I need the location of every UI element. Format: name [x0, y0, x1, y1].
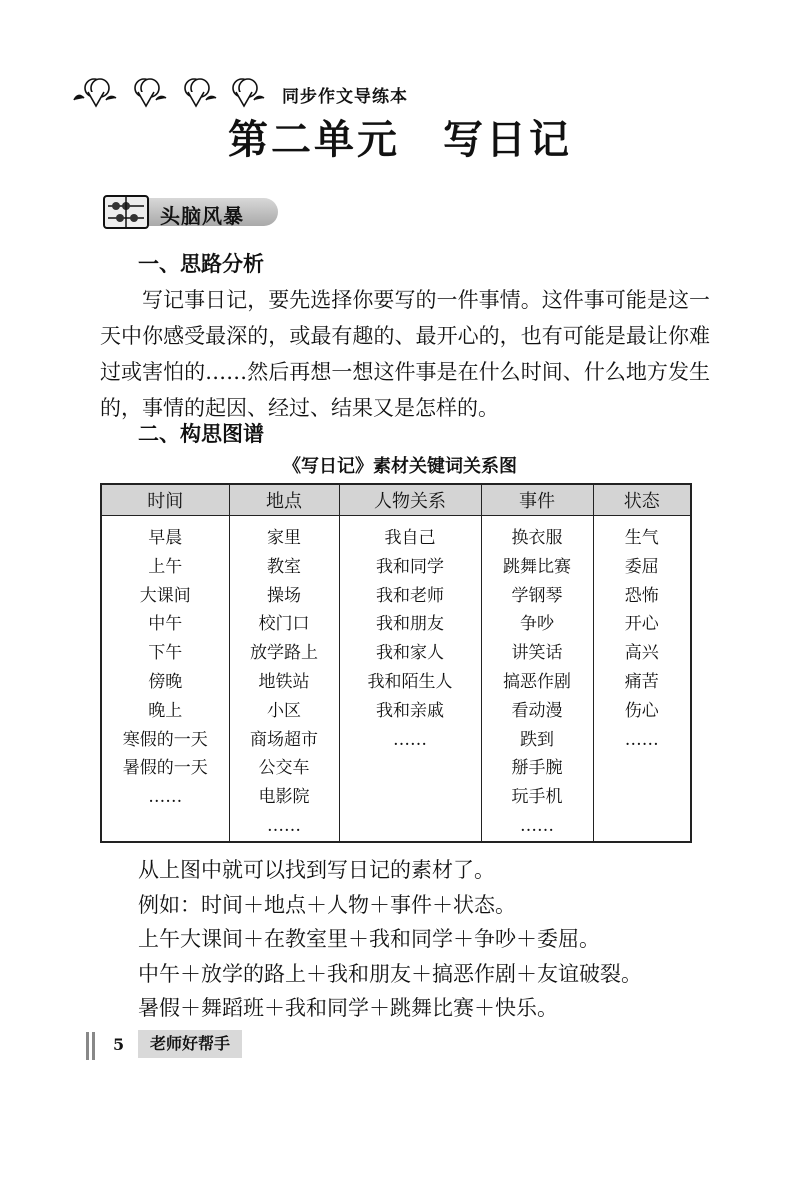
example-line: 暑假＋舞蹈班＋我和同学＋跳舞比赛＋快乐。	[138, 996, 558, 1020]
table-header-cell: 地点	[229, 484, 339, 516]
table-cell-item: 大课间	[139, 585, 191, 606]
table-cell-item: 高兴	[624, 643, 659, 664]
table-header-cell: 时间	[101, 484, 229, 516]
table-cell-item: 我和老师	[376, 585, 444, 606]
table-cell-item: 痛苦	[624, 671, 659, 692]
table-cell-item: ……	[393, 729, 427, 750]
table-cell-item: 委屈	[624, 556, 659, 577]
table-cell-item: 恐怖	[624, 585, 659, 606]
table-row	[101, 516, 691, 843]
table-column-cell	[339, 516, 481, 843]
table-cell-item: 跌到	[520, 729, 554, 750]
table-column-cell	[229, 516, 339, 843]
example-line: 从上图中就可以找到写日记的素材了。	[138, 858, 495, 882]
page-number: 5	[113, 1035, 125, 1054]
table-column-cell	[481, 516, 593, 843]
table-cell-item: 开心	[624, 614, 659, 635]
table-cell-item: 地铁站	[258, 671, 310, 692]
table-header-cell: 人物关系	[339, 484, 481, 516]
table-cell-item: 上午	[148, 556, 183, 577]
table-cell-item: 换衣服	[511, 528, 563, 548]
sprout-decoration-icon	[68, 74, 274, 110]
table-cell-item: 商场超市	[250, 729, 318, 750]
table-cell-item: ……	[267, 815, 301, 836]
footer-bars-icon	[86, 1032, 106, 1062]
table-cell-item: 学钢琴	[511, 585, 563, 606]
table-cell-item: 跳舞比赛	[503, 556, 571, 577]
table-cell-item: 看动漫	[511, 700, 563, 721]
table-cell-item: 暑假的一天	[122, 758, 208, 779]
table-cell-item: ……	[148, 787, 183, 808]
table-header-cell: 事件	[481, 484, 593, 516]
banner-label: 头脑风暴	[160, 204, 244, 228]
table-cell-item: 寒假的一天	[122, 729, 208, 750]
table-cell-item: 搞恶作剧	[503, 671, 571, 692]
table-header-cell: 状态	[593, 484, 691, 516]
table-cell-item: 下午	[148, 643, 183, 664]
table-cell-item: 掰手腕	[511, 758, 563, 779]
table-cell-item: 晚上	[148, 700, 183, 721]
table-cell-item: 伤心	[624, 700, 659, 721]
table-cell-item: 中午	[148, 614, 183, 635]
table-cell-item: 放学路上	[250, 643, 318, 664]
table-cell-item: 我和朋友	[376, 614, 444, 635]
table-cell-item: 家里	[267, 528, 301, 548]
section1-heading: 一、思路分析	[138, 252, 264, 276]
table-cell-item: 生气	[624, 528, 659, 548]
table-cell-item: 讲笑话	[511, 643, 563, 664]
example-line: 例如：时间＋地点＋人物＋事件＋状态。	[138, 893, 516, 917]
table-cell-item: 我和亲戚	[376, 700, 444, 721]
table-cell-item: ……	[624, 729, 659, 750]
abacus-icon	[100, 192, 158, 232]
table-cell-item: 操场	[267, 585, 301, 606]
keyword-table	[100, 483, 692, 843]
table-cell-item: 我和同学	[376, 556, 444, 577]
series-title: 同步作文导练本	[282, 87, 408, 107]
figure-title: 《写日记》素材关键词关系图	[283, 456, 517, 477]
table-cell-item: 教室	[267, 556, 301, 577]
table-header-row	[101, 484, 691, 516]
table-cell-item: 电影院	[258, 787, 310, 808]
table-cell-item: 争吵	[520, 614, 554, 635]
section1-paragraph: 写记事日记，要先选择你要写的一件事情。这件事可能是这一天中你感受最深的，或最有趣的、最开心的，也有可能是最让你难过或害怕的……然后再想一想这件事是在什么时间、什么地方发生的，事情的起因、经过、结果又是怎样的。	[100, 288, 710, 420]
table-column-cell	[101, 516, 229, 843]
footer-label: 老师好帮手	[138, 1030, 242, 1058]
table-cell-item: 小区	[267, 700, 301, 721]
brainstorm-banner	[100, 192, 280, 232]
table-cell-item: 公交车	[258, 758, 310, 779]
unit-title: 第二单元 写日记	[228, 117, 572, 163]
section2-heading: 二、构思图谱	[138, 422, 264, 446]
table-cell-item: 我和家人	[376, 643, 444, 664]
table-cell-item: 我自己	[384, 528, 436, 548]
table-cell-item: ……	[520, 815, 554, 836]
table-cell-item: 傍晚	[148, 671, 183, 692]
table-column-cell	[593, 516, 691, 843]
table-cell-item: 早晨	[148, 528, 183, 548]
table-cell-item: 校门口	[258, 614, 310, 635]
example-line: 上午大课间＋在教室里＋我和同学＋争吵＋委屈。	[138, 927, 600, 951]
table-cell-item: 我和陌生人	[367, 671, 453, 692]
table-cell-item: 玩手机	[511, 787, 563, 808]
example-line: 中午＋放学的路上＋我和朋友＋搞恶作剧＋友谊破裂。	[138, 962, 642, 986]
